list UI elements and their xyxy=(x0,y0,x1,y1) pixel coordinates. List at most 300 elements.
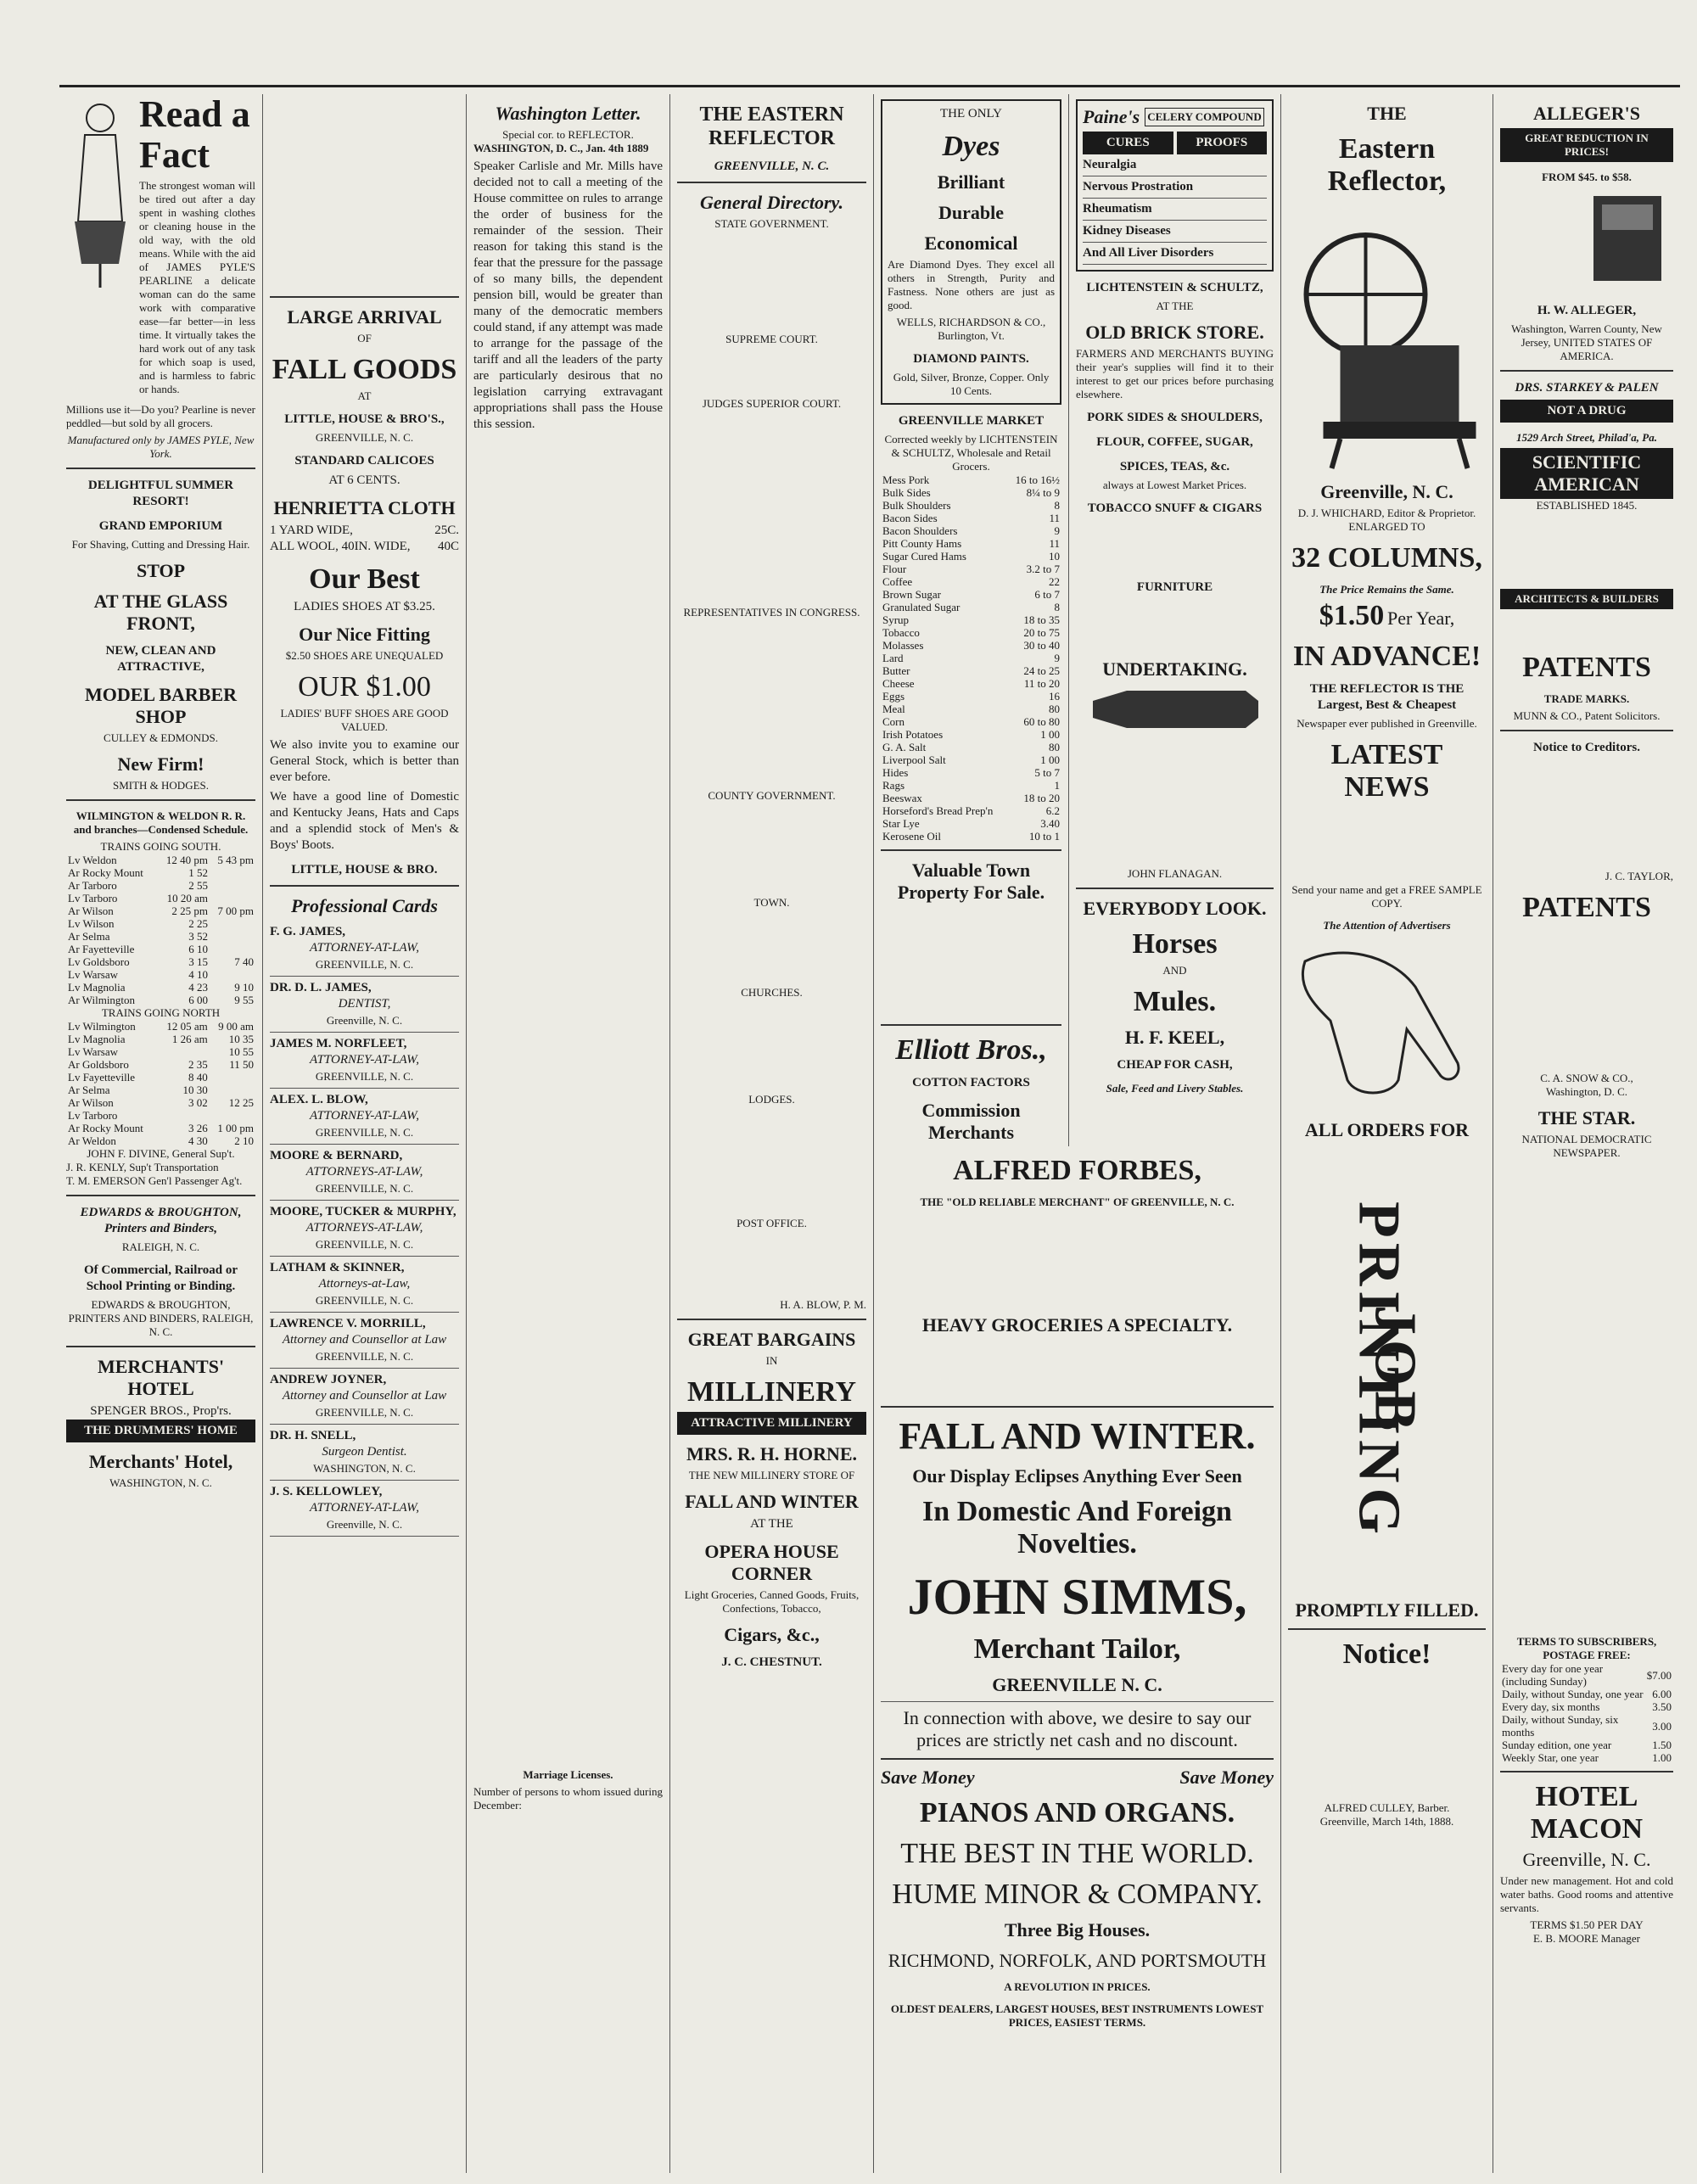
rate-row-cell: Daily, without Sunday, one year xyxy=(1502,1688,1644,1700)
market-row-cell: Star Lye xyxy=(882,817,920,830)
traffic: J. R. KENLY, Sup't Transportation xyxy=(66,1161,219,1173)
proofs: PROOFS xyxy=(1177,132,1268,154)
washington-body-continued xyxy=(473,436,663,1760)
bargains-in: IN xyxy=(765,1354,778,1367)
cards-title: Professional Cards xyxy=(291,895,438,916)
pianos: PIANOS AND ORGANS. xyxy=(919,1797,1235,1828)
schedule-row-cell: 1 26 am xyxy=(171,1033,208,1045)
flour: FLOUR, COFFEE, SUGAR, xyxy=(1096,435,1253,449)
card-name: DR. H. SNELL, xyxy=(270,1429,356,1442)
market-row-cell: 18 to 20 xyxy=(1023,792,1060,804)
market-row-cell: 16 to 16½ xyxy=(1015,473,1060,486)
market-row-cell: Cheese xyxy=(882,677,915,690)
professional-card xyxy=(270,1145,459,1201)
trains-south: TRAINS GOING SOUTH. xyxy=(100,840,221,853)
market-row xyxy=(881,639,1061,652)
alleger-name: H. W. ALLEGER, xyxy=(1537,304,1637,317)
column-7 xyxy=(1281,94,1493,2173)
schedule-row-cell xyxy=(210,930,255,943)
washington-letter-title: Washington Letter. xyxy=(495,103,641,124)
hotel-macon-manager: E. B. MOORE Manager xyxy=(1532,1932,1640,1945)
schedule-row xyxy=(66,854,255,866)
market-row-cell: Kerosene Oil xyxy=(882,830,941,843)
coffin-icon xyxy=(1076,684,1271,735)
professional-card xyxy=(270,977,459,1033)
market-row-cell: 60 to 80 xyxy=(1023,715,1060,728)
schedule-row-cell: 9 55 xyxy=(234,994,254,1006)
schedule-row-cell: Lv Tarboro xyxy=(68,1109,118,1122)
schedule-row xyxy=(66,968,255,981)
property-title: Valuable Town Property For Sale. xyxy=(897,860,1045,903)
town-listing xyxy=(677,910,866,986)
schedule-row-cell: Ar Fayetteville xyxy=(68,943,135,955)
market-row xyxy=(881,550,1061,563)
heavy-body xyxy=(881,1340,1274,1399)
market-row xyxy=(881,537,1061,550)
attractive-millinery: ATTRACTIVE MILLINERY xyxy=(677,1412,866,1435)
professional-cards xyxy=(270,921,459,1537)
town: TOWN. xyxy=(753,896,790,909)
model-barber: MODEL BARBER SHOP xyxy=(84,684,238,727)
rate-row xyxy=(1500,1688,1673,1700)
furniture: FURNITURE xyxy=(1136,580,1213,594)
architects: ARCHITECTS & BUILDERS xyxy=(1500,589,1673,609)
schedule-row xyxy=(66,1058,255,1071)
county-listing xyxy=(677,803,866,896)
market-row xyxy=(881,473,1061,486)
oldest: OLDEST DEALERS, LARGEST HOUSES, BEST INSTRUMENTS LOWEST PRICES, EASIEST TERMS. xyxy=(890,2002,1264,2029)
market-row-cell: Bacon Sides xyxy=(882,512,938,524)
starkey: DRS. STARKEY & PALEN xyxy=(1515,381,1659,395)
market-row-cell: 9 xyxy=(1054,524,1060,537)
schedule-row-cell: Ar Rocky Mount xyxy=(68,1122,143,1134)
star-body xyxy=(1500,1160,1673,1635)
news-body xyxy=(1288,807,1486,883)
rates: TERMS TO SUBSCRIBERS, POSTAGE FREE: xyxy=(1516,1635,1657,1661)
forbes-body xyxy=(881,1212,1274,1306)
market-row-cell: Eggs xyxy=(882,690,905,703)
mules: Mules. xyxy=(1133,986,1217,1017)
rate-row-cell: Weekly Star, one year xyxy=(1502,1751,1599,1764)
ailments-list xyxy=(1083,154,1267,265)
judges-superior: JUDGES SUPERIOR COURT. xyxy=(702,397,842,410)
cities: RICHMOND, NORFOLK, AND PORTSMOUTH xyxy=(888,1950,1267,1971)
barber-sign: CULLEY & EDMONDS. xyxy=(104,731,218,744)
fall-winter: FALL AND WINTER. xyxy=(899,1415,1256,1457)
schedule-row-cell: 5 43 pm xyxy=(217,854,254,866)
card-city: WASHINGTON, N. C. xyxy=(313,1462,416,1475)
card-role: ATTORNEYS-AT-LAW, xyxy=(305,1221,423,1235)
schedule-row-cell xyxy=(210,943,255,955)
hotel-macon-mgmt: Under new management. Hot and cold water baths. Good rooms and attentive servants. xyxy=(1500,1874,1673,1914)
commission-merchants: Commission Merchants xyxy=(921,1100,1021,1143)
card-city: GREENVILLE, N. C. xyxy=(315,1238,414,1251)
opera-corner: OPERA HOUSE CORNER xyxy=(704,1541,839,1584)
one-dollar: OUR $1.00 xyxy=(298,671,431,703)
enlarged: ENLARGED TO xyxy=(1348,520,1425,533)
hotel-owner: SPENGER BROS., Prop'rs. xyxy=(90,1404,232,1418)
bargains: GREAT BARGAINS xyxy=(687,1329,856,1350)
display: Our Display Eclipses Anything Ever Seen xyxy=(912,1465,1242,1487)
rates-table xyxy=(1500,1662,1673,1764)
paints-sub: Gold, Silver, Bronze, Copper. Only 10 Cents. xyxy=(893,371,1050,397)
snow: C. A. SNOW & CO., xyxy=(1540,1072,1633,1084)
everybody-look: EVERYBODY LOOK. xyxy=(1083,898,1267,919)
celery-compound: CELERY COMPOUND xyxy=(1145,108,1263,126)
market-row xyxy=(881,524,1061,537)
economical: Economical xyxy=(924,232,1018,254)
horne: MRS. R. H. HORNE. xyxy=(686,1443,858,1464)
market-row-cell: Sugar Cured Hams xyxy=(882,550,966,563)
schedule-row xyxy=(66,994,255,1006)
directory-title: General Directory. xyxy=(699,192,844,213)
card-name: JAMES M. NORFLEET, xyxy=(270,1037,407,1050)
card-name: LAWRENCE V. MORRILL, xyxy=(270,1317,426,1330)
market-row-cell: Syrup xyxy=(882,613,910,626)
schedule-row-cell: 4 10 xyxy=(188,968,208,981)
column-2 xyxy=(263,94,467,2173)
hotel-macon-terms: TERMS $1.50 PER DAY xyxy=(1530,1918,1644,1931)
alleger-addr: Washington, Warren County, New Jersey, UNITED STATES OF AMERICA. xyxy=(1511,322,1662,362)
professional-card xyxy=(270,1425,459,1481)
schedule-row-cell: 2 25 pm xyxy=(171,904,208,917)
washington-byline: Special cor. to REFLECTOR. xyxy=(502,128,634,141)
sciam-body xyxy=(1500,512,1673,589)
market-row-cell: 18 to 35 xyxy=(1023,613,1060,626)
market-row xyxy=(881,499,1061,512)
churches-listing xyxy=(677,1000,866,1093)
price: $1.50 xyxy=(1319,600,1385,631)
market-row-cell: 1 00 xyxy=(1040,753,1060,766)
card-city: GREENVILLE, N. C. xyxy=(315,958,414,971)
rate-row xyxy=(1500,1739,1673,1751)
card-city: GREENVILLE, N. C. xyxy=(315,1350,414,1363)
price-same: The Price Remains the Same. xyxy=(1319,583,1454,596)
rate-row-cell: $7.00 xyxy=(1646,1668,1672,1682)
paines-celery-ad xyxy=(1076,99,1274,272)
representatives: REPRESENTATIVES IN CONGRESS. xyxy=(683,606,860,619)
market-row-cell: 16 xyxy=(1049,690,1060,703)
save-money-left: Save Money xyxy=(881,1767,975,1788)
pork: PORK SIDES & SHOULDERS, xyxy=(1087,411,1263,424)
market-row xyxy=(881,766,1061,779)
largest: THE REFLECTOR IS THE Largest, Best & Cheapest xyxy=(1309,682,1465,712)
schedule-row-cell: Ar Weldon xyxy=(68,1134,116,1147)
market-row-cell: Horseford's Bread Prep'n xyxy=(882,804,994,817)
rate-row-cell: 3.50 xyxy=(1652,1700,1672,1713)
forbes-sub: THE "OLD RELIABLE MERCHANT" OF GREENVILLE, N. C. xyxy=(920,1196,1235,1208)
lodges-listing xyxy=(677,1106,866,1217)
market-row-cell: Coffee xyxy=(882,575,913,588)
professional-card xyxy=(270,1369,459,1425)
market-row-cell: Bulk Sides xyxy=(882,486,931,499)
card-city: GREENVILLE, N. C. xyxy=(315,1406,414,1419)
schedule-row xyxy=(66,1109,255,1122)
market-row xyxy=(881,830,1061,843)
market-row-cell: 6.2 xyxy=(1045,804,1060,817)
horses-and: AND xyxy=(1162,964,1187,977)
tobacco-body xyxy=(1076,520,1274,571)
superintendent: JOHN F. DIVINE, General Sup't. xyxy=(87,1147,235,1160)
store-city: GREENVILLE, N. C. xyxy=(315,431,414,444)
furniture-body xyxy=(1076,599,1274,650)
fall-goods: FALL GOODS xyxy=(272,354,457,385)
newspaper: Newspaper ever published in Greenville. xyxy=(1297,717,1477,730)
elliott-bros: Elliott Bros., xyxy=(895,1034,1047,1066)
market-row-cell: 80 xyxy=(1049,703,1060,715)
rate-row-cell: 1.50 xyxy=(1652,1739,1672,1751)
schedule-row-cell: Ar Selma xyxy=(68,1084,110,1096)
market-row-cell: 1 xyxy=(1054,779,1060,792)
schedule-row-cell xyxy=(210,1109,255,1122)
schedule-row-cell: Ar Wilson xyxy=(68,1096,114,1109)
rate-row xyxy=(1500,1662,1673,1688)
printing-press-illustration xyxy=(1288,201,1486,473)
card-role: ATTORNEY-AT-LAW, xyxy=(309,1053,420,1067)
pointing-hand-icon xyxy=(1288,936,1483,1106)
alleger: ALLEGER'S xyxy=(1533,103,1640,124)
horses: Horses xyxy=(1132,928,1218,960)
market-row-cell: 80 xyxy=(1049,741,1060,753)
merchant-tailor: Merchant Tailor, xyxy=(973,1633,1181,1665)
market-row-cell: 8 xyxy=(1054,499,1060,512)
advance: IN ADVANCE! xyxy=(1292,641,1481,672)
lowest: always at Lowest Market Prices. xyxy=(1102,479,1247,491)
market-row xyxy=(881,753,1061,766)
shoes-unequaled: $2.50 SHOES ARE UNEQUALED xyxy=(285,649,444,662)
keel: H. F. KEEL, xyxy=(1124,1027,1225,1048)
printers-city: RALEIGH, N. C. xyxy=(121,1240,200,1253)
emporium-sub: For Shaving, Cutting and Dressing Hair. xyxy=(71,538,250,551)
revolution: A REVOLUTION IN PRICES. xyxy=(1004,1980,1151,1993)
market-title: GREENVILLE MARKET xyxy=(898,414,1045,428)
good-line: We have a good line of Domestic and Kentucky Jeans, Hats and Caps and a splendid stock of Men's & Boys' Boots. xyxy=(270,790,459,852)
market-row xyxy=(881,575,1061,588)
schedule-row xyxy=(66,1134,255,1147)
nice-fitting: Our Nice Fitting xyxy=(299,624,430,645)
taylor: J. C. TAYLOR, xyxy=(1605,870,1673,882)
supreme-listing xyxy=(677,346,866,397)
flanagan: JOHN FLANAGAN. xyxy=(1127,867,1223,880)
market-row-cell: Granulated Sugar xyxy=(882,601,961,613)
from-price: FROM $45. to $58. xyxy=(1542,171,1632,183)
schedule-row-cell: 9 00 am xyxy=(218,1020,254,1033)
schedule-row-cell: 6 10 xyxy=(188,943,208,955)
marriage-title: Marriage Licenses. xyxy=(523,1768,613,1781)
ladies-shoes: LADIES SHOES AT $3.25. xyxy=(294,600,435,613)
schedule-north-table xyxy=(66,1020,255,1147)
card-name: F. G. JAMES, xyxy=(270,925,346,938)
market-row-cell: G. A. Salt xyxy=(882,741,927,753)
pearline-closing: Millions use it—Do you? Pearline is never peddled—but sold by all grocers. xyxy=(66,403,255,429)
schedule-row-cell xyxy=(210,892,255,904)
arch-street: 1529 Arch Street, Philad'a, Pa. xyxy=(1516,431,1657,444)
market-row-cell: Mess Pork xyxy=(882,473,930,486)
schedule-row-cell: Ar Wilmington xyxy=(68,994,136,1006)
market-row-cell: Meal xyxy=(882,703,905,715)
notice: Notice! xyxy=(1342,1638,1431,1670)
card-role: Attorney and Counsellor at Law xyxy=(282,1389,447,1403)
market-row-cell: 30 to 40 xyxy=(1023,639,1060,652)
patents-snow: PATENTS xyxy=(1522,892,1651,923)
trade-marks: TRADE MARKS. xyxy=(1543,692,1630,705)
newspaper-page xyxy=(59,85,1680,2175)
card-name: LATHAM & SKINNER, xyxy=(270,1261,405,1274)
chestnut: J. C. CHESTNUT. xyxy=(721,1655,822,1669)
schedule-row-cell: 2 55 xyxy=(188,879,208,892)
schedule-row-cell: Lv Tarboro xyxy=(68,892,118,904)
post-office: POST OFFICE. xyxy=(736,1217,807,1229)
schedule-row-cell: 12 05 am xyxy=(166,1020,208,1033)
market-row xyxy=(881,626,1061,639)
column-5 xyxy=(874,94,1069,1146)
organ-illustration xyxy=(1500,188,1670,289)
market-row-cell: 22 xyxy=(1049,575,1060,588)
brilliant: Brilliant xyxy=(937,171,1005,193)
schedule-row-cell: Lv Magnolia xyxy=(68,981,126,994)
market-row xyxy=(881,804,1061,817)
store-sign: LITTLE, HOUSE & BRO. xyxy=(291,863,438,876)
market-row-cell: Lard xyxy=(882,652,904,664)
architects-body xyxy=(1500,609,1673,643)
calicoes-price: AT 6 CENTS. xyxy=(328,473,400,487)
market-row xyxy=(881,664,1061,677)
state-listing xyxy=(677,231,866,333)
column-8 xyxy=(1493,94,1680,2173)
rate-row xyxy=(1500,1713,1673,1739)
card-name: MOORE & BERNARD, xyxy=(270,1149,403,1162)
schedule-row-cell: 6 00 xyxy=(188,994,208,1006)
market-row xyxy=(881,690,1061,703)
schedule-row xyxy=(66,1122,255,1134)
latest-news: LATEST NEWS xyxy=(1330,739,1443,803)
ailment-item: Neuralgia xyxy=(1083,154,1267,176)
card-name: J. S. KELLOWLEY, xyxy=(270,1485,383,1498)
best-world: THE BEST IN THE WORLD. xyxy=(900,1838,1254,1869)
munn: MUNN & CO., Patent Solicitors. xyxy=(1513,709,1661,722)
hotel-tag: THE DRUMMERS' HOME xyxy=(66,1420,255,1442)
culley-date: Greenville, March 14th, 1888. xyxy=(1319,1815,1454,1828)
rate-row-cell: Every day for one year (including Sunday) xyxy=(1502,1662,1604,1688)
schedule-row-cell: 1 52 xyxy=(188,866,208,879)
schedule-row-cell: 10 20 am xyxy=(166,892,208,904)
of: OF xyxy=(357,332,372,344)
calicoes: STANDARD CALICOES xyxy=(294,454,434,468)
market-row-cell: 10 xyxy=(1049,550,1060,563)
hotel-name: Merchants' Hotel, xyxy=(88,1451,233,1472)
sample: Send your name and get a FREE SAMPLE COPY. xyxy=(1291,883,1482,910)
tobacco: TOBACCO SNUFF & CIGARS xyxy=(1087,501,1263,515)
property-body xyxy=(881,907,1061,1017)
stop: STOP xyxy=(136,560,186,581)
column-1 xyxy=(59,94,263,2173)
trains-north: TRAINS GOING NORTH xyxy=(101,1006,221,1019)
diamond-body: Are Diamond Dyes. They excel all others in Strength, Purity and Fastness. None others are just as good. xyxy=(888,258,1055,311)
heavy-groceries: HEAVY GROCERIES A SPECIALTY. xyxy=(921,1314,1233,1336)
market-row-cell: Tobacco xyxy=(882,626,920,639)
professional-card xyxy=(270,1257,459,1313)
market-row-cell: 10 to 1 xyxy=(1028,830,1060,843)
schedule-row-cell: 10 55 xyxy=(228,1045,254,1058)
glass-front: AT THE GLASS FRONT, xyxy=(93,591,228,634)
schedule-row-cell: Lv Fayetteville xyxy=(68,1071,136,1084)
professional-card xyxy=(270,1201,459,1257)
schedule-row xyxy=(66,930,255,943)
schedule-row xyxy=(66,955,255,968)
at: AT xyxy=(357,389,372,402)
rate-row-cell: Sunday edition, one year xyxy=(1502,1739,1612,1751)
market-row-cell: Pitt County Hams xyxy=(882,537,962,550)
schedule-row-cell: 2 35 xyxy=(188,1058,208,1071)
market-row-cell: 11 xyxy=(1049,512,1060,524)
professional-card xyxy=(270,1033,459,1089)
market-row-cell: Irish Potatoes xyxy=(882,728,944,741)
schedule-row xyxy=(66,1020,255,1033)
representatives-listing xyxy=(677,619,866,789)
card-role: ATTORNEYS-AT-LAW, xyxy=(305,1165,423,1179)
ailment-item: Nervous Prostration xyxy=(1083,176,1267,199)
new-firm-sign: SMITH & HODGES. xyxy=(112,779,210,792)
passenger: T. M. EMERSON Gen'l Passenger Ag't. xyxy=(66,1174,243,1187)
card-name: ANDREW JOYNER, xyxy=(270,1373,387,1386)
schedule-south-table xyxy=(66,854,255,1006)
promptly: PROMPTLY FILLED. xyxy=(1295,1599,1479,1621)
card-role: Surgeon Dentist. xyxy=(322,1445,407,1459)
brick-store: OLD BRICK STORE. xyxy=(1085,322,1264,343)
yard-wide: 1 YARD WIDE, xyxy=(270,524,353,537)
schedule-row-cell: 7 00 pm xyxy=(217,904,254,917)
market-table xyxy=(881,473,1061,843)
schedule-row-cell: 3 26 xyxy=(188,1122,208,1134)
schedule-row-cell: Ar Rocky Mount xyxy=(68,866,143,879)
market-row-cell: Beeswax xyxy=(882,792,922,804)
snow-body xyxy=(1500,927,1673,1072)
schedule-row-cell: Lv Weldon xyxy=(68,854,117,866)
cigars: Cigars, &c., xyxy=(724,1624,820,1645)
schedule-row-cell: 4 30 xyxy=(188,1134,208,1147)
market-row-cell: 3.2 to 7 xyxy=(1026,563,1060,575)
schedule-row-cell: Lv Magnolia xyxy=(68,1033,126,1045)
undertaking-body xyxy=(1076,740,1274,867)
marriage-intro: Number of persons to whom issued during December: xyxy=(473,1785,663,1812)
invite: We also invite you to examine our General Stock, which is better than ever before. xyxy=(270,738,459,784)
rate-row-cell: Every day, six months xyxy=(1502,1700,1600,1713)
schedule-row-cell: 3 02 xyxy=(188,1096,208,1109)
card-city: GREENVILLE, N. C. xyxy=(315,1126,414,1139)
spanning-ads xyxy=(874,1146,1281,2173)
market-row-cell: Corn xyxy=(882,715,905,728)
wells: WELLS, RICHARDSON & CO., Burlington, Vt. xyxy=(896,316,1046,342)
schedule-row-cell: Ar Selma xyxy=(68,930,110,943)
hume-minor: HUME MINOR & COMPANY. xyxy=(892,1879,1263,1910)
not-drug: NOT A DRUG xyxy=(1500,400,1673,423)
market-row xyxy=(881,677,1061,690)
printers-offer: Of Commercial, Railroad or School Printing or Binding. xyxy=(83,1263,238,1293)
schedule-row-cell: 9 10 xyxy=(234,981,254,994)
railroad-title: WILMINGTON & WELDON R. R. and branches—Condensed Schedule. xyxy=(73,809,249,836)
ailment-item: And All Liver Disorders xyxy=(1083,243,1267,265)
schedule-row-cell: 2 10 xyxy=(234,1134,254,1147)
schedule-row-cell: 12 40 pm xyxy=(165,854,208,866)
market-row-cell: Rags xyxy=(882,779,905,792)
column-6 xyxy=(1069,94,1281,1146)
simms-city: GREENVILLE N. C. xyxy=(992,1674,1162,1695)
schedule-row-cell xyxy=(210,879,255,892)
emporium: GRAND EMPORIUM xyxy=(98,519,223,533)
millinery: MILLINERY xyxy=(686,1376,857,1408)
professional-card xyxy=(270,921,459,977)
schedule-row xyxy=(66,1084,255,1096)
